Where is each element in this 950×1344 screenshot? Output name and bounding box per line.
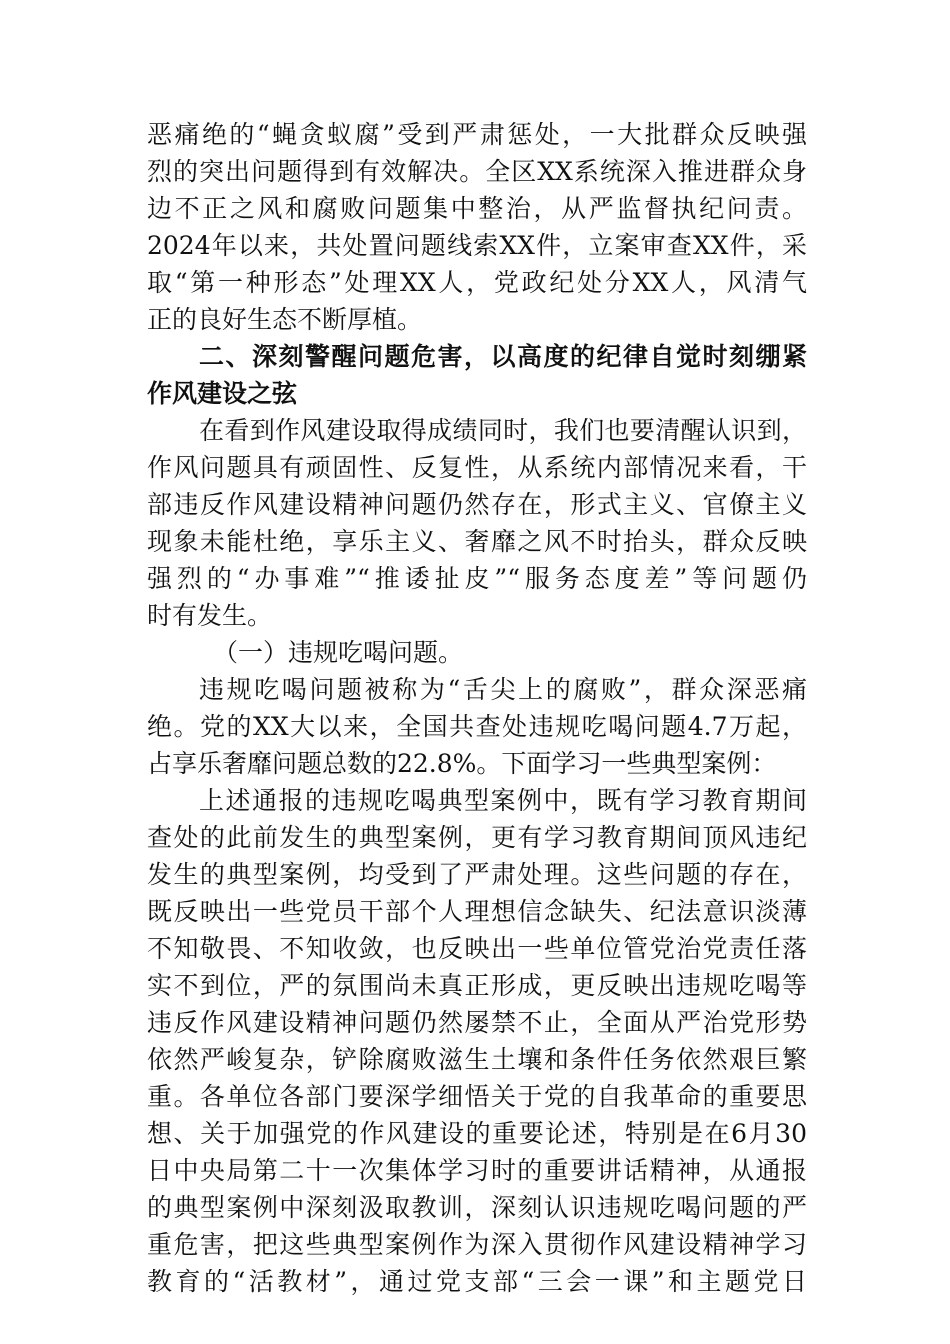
heading-line: 二、深刻警醒问题危害，以高度的纪律自觉时刻绷紧 [199, 342, 807, 371]
text-line: 作风问题具有顽固性、反复性，从系统内部情况来看，干 [147, 453, 807, 482]
document-body [147, 116, 807, 1300]
text-line: 教育的“活教材”，通过党支部“三会一课”和主题党日 [147, 1267, 807, 1296]
text-line: 查处的此前发生的典型案例，更有学习教育期间顶风违纪 [147, 823, 807, 852]
text-line: 时有发生。 [147, 601, 273, 630]
text-line: 想、关于加强党的作风建设的重要论述，特别是在6月30 [147, 1119, 807, 1148]
text-line: 强烈的“办事难”“推诿扯皮”“服务态度差”等问题仍 [147, 564, 807, 593]
text-line: 烈的突出问题得到有效解决。全区XX系统深入推进群众身 [147, 157, 807, 186]
text-line: 恶痛绝的“蝇贪蚁腐”受到严肃惩处，一大批群众反映强 [147, 120, 807, 149]
section-heading-2 [147, 338, 807, 412]
paragraph-4 [147, 782, 807, 1300]
text-line: 发生的典型案例，均受到了严肃处理。这些问题的存在， [147, 860, 807, 889]
paragraph-2 [147, 412, 807, 634]
heading-line: 作风建设之弦 [147, 379, 298, 408]
text-line: 正的良好生态不断厚植。 [147, 305, 423, 334]
text-line: 部违反作风建设精神问题仍然存在，形式主义、官僚主义 [147, 490, 807, 519]
text-line: 实不到位，严的氛围尚未真正形成，更反映出违规吃喝等 [147, 971, 807, 1000]
text-line: 现象未能杜绝，享乐主义、奢靡之风不时抬头，群众反映 [147, 527, 807, 556]
subheading-1: （一）违规吃喝问题。 [213, 638, 464, 667]
text-line: 取“第一种形态”处理XX人，党政纪处分XX人，风清气 [147, 268, 807, 297]
text-line: 日中央局第二十一次集体学习时的重要讲话精神，从通报 [147, 1156, 807, 1185]
text-line: 违规吃喝问题被称为“舌尖上的腐败”，群众深恶痛 [199, 675, 807, 704]
text-line: 上述通报的违规吃喝典型案例中，既有学习教育期间 [199, 786, 807, 815]
paragraph-3 [147, 671, 807, 782]
text-line: 不知敬畏、不知收敛，也反映出一些单位管党治党责任落 [147, 934, 807, 963]
text-line: 2024年以来，共处置问题线索XX件，立案审查XX件，采 [147, 231, 807, 260]
text-line: 依然严峻复杂，铲除腐败滋生土壤和条件任务依然艰巨繁 [147, 1045, 807, 1074]
text-line: 重。各单位各部门要深学细悟关于党的自我革命的重要思 [147, 1082, 807, 1111]
text-line: 既反映出一些党员干部个人理想信念缺失、纪法意识淡薄 [147, 897, 807, 926]
text-line: 违反作风建设精神问题仍然屡禁不止，全面从严治党形势 [147, 1008, 807, 1037]
text-line: 边不正之风和腐败问题集中整治，从严监督执纪问责。 [147, 194, 807, 223]
text-line: 占享乐奢靡问题总数的22.8%。下面学习一些典型案例： [147, 749, 777, 778]
text-line: 绝。党的XX大以来，全国共查处违规吃喝问题4.7万起， [147, 712, 807, 741]
text-line: 在看到作风建设取得成绩同时，我们也要清醒认识到， [199, 416, 807, 445]
text-line: 的典型案例中深刻汲取教训，深刻认识违规吃喝问题的严 [147, 1193, 807, 1222]
paragraph-1 [147, 116, 807, 338]
text-line: 重危害，把这些典型案例作为深入贯彻作风建设精神学习 [147, 1230, 807, 1259]
